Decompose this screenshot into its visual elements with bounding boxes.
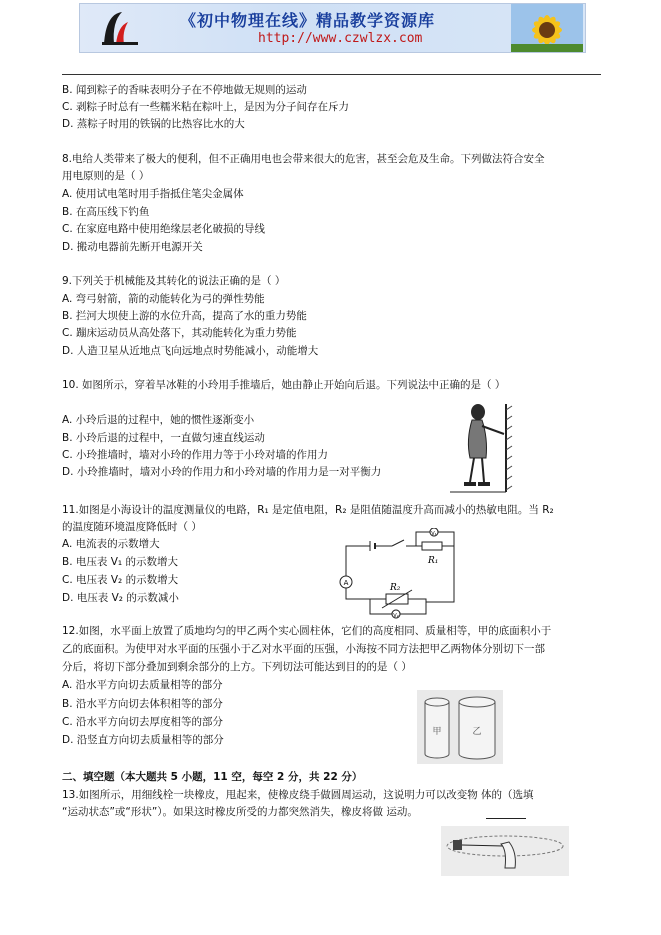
q11-option-b: B. 电压表 V₁ 的示数增大 <box>62 556 178 568</box>
q11-option-a: A. 电流表的示数增大 <box>62 538 160 550</box>
q10-option-b: B. 小玲后退的过程中，一直做匀速直线运动 <box>62 432 265 444</box>
q8-stem: 8.电给人类带来了极大的便利，但不正确用电也会带来很大的危害，甚至会危及生命。下列做法符合安全 <box>62 153 545 165</box>
cylinders-figure <box>417 690 503 764</box>
q10-option-a: A. 小玲后退的过程中，她的惯性逐渐变小 <box>62 414 255 426</box>
resistor-r1-label: R₁ <box>428 556 439 566</box>
q10-option-c: C. 小玲推墙时，墙对小玲的作用力等于小玲对墙的作用力 <box>62 449 329 461</box>
header-divider <box>62 74 601 75</box>
q8-option-c: C. 在家庭电路中使用绝缘层老化破损的导线 <box>62 223 266 235</box>
q9-option-c: C. 蹦床运动员从高处落下，其动能转化为重力势能 <box>62 327 297 339</box>
q12-option-b: B. 沿水平方向切去体积相等的部分 <box>62 698 223 710</box>
q7-option-d: D. 蒸粽子时用的铁锅的比热容比水的大 <box>62 118 245 130</box>
q9-option-d: D. 人造卫星从近地点飞向远地点时势能减小，动能增大 <box>62 345 319 357</box>
resistor-r2-label: R₂ <box>390 583 401 593</box>
q11-stem: 11.如图是小海设计的温度测量仪的电路，R₁ 是定值电阻，R₂ 是阻值随温度升高而减小的热敏电阻。当 R₂ <box>62 504 554 516</box>
cylinder-jia-label: 甲 <box>432 727 442 737</box>
q13-stem: 13.如图所示，用细线栓一块橡皮，甩起来，使橡皮绕手做圆周运动，这说明力可以改变物 体的（选填 <box>62 789 534 801</box>
q12-stem: 12.如图，水平面上放置了质地均匀的甲乙两个实心圆柱体，它们的高度相同、质量相等，甲的底面积小于 <box>62 625 552 637</box>
q9-option-b: B. 拦河大坝使上游的水位升高，提高了水的重力势能 <box>62 310 307 322</box>
sunflower-icon <box>511 4 583 52</box>
q9-option-a: A. 弯弓射箭，箭的动能转化为弓的弹性势能 <box>62 293 265 305</box>
rubber-circular-motion-figure <box>441 826 569 876</box>
cylinder-yi-label: 乙 <box>472 727 482 737</box>
q10-option-d: D. 小玲推墙时，墙对小玲的作用力和小玲对墙的作用力是一对平衡力 <box>62 466 382 478</box>
banner-url[interactable]: http://www.czwlzx.com <box>258 31 423 46</box>
header-banner <box>79 3 586 53</box>
voltmeter-v2-label: V₂ <box>393 613 399 619</box>
q11-option-d: D. 电压表 V₂ 的示数减小 <box>62 592 179 604</box>
q8-stem-cont: 用电原则的是（ ） <box>62 170 150 182</box>
ammeter-label: A <box>343 579 349 587</box>
temperature-circuit-diagram <box>330 528 465 620</box>
q12-option-d: D. 沿竖直方向切去质量相等的部分 <box>62 734 224 746</box>
site-logo-icon <box>98 8 142 48</box>
q8-option-d: D. 搬动电器前先断开电源开关 <box>62 241 203 253</box>
voltmeter-v1-label: V₁ <box>431 531 437 537</box>
q11-stem-cont: 的温度随环境温度降低时（ ） <box>62 521 202 533</box>
q7-option-c: C. 剥粽子时总有一些糯米粘在粽叶上，是因为分子间存在斥力 <box>62 101 350 113</box>
q13-answer-blank[interactable] <box>486 818 526 819</box>
q8-option-a: A. 使用试电笔时用手指抵住笔尖金属体 <box>62 188 244 200</box>
q12-option-c: C. 沿水平方向切去厚度相等的部分 <box>62 716 224 728</box>
q12-stem-cont1: 乙的底面积。为使甲对水平面的压强小于乙对水平面的压强，小海按不同方法把甲乙两物体分别切下一部 <box>62 643 545 655</box>
q11-option-c: C. 电压表 V₂ 的示数增大 <box>62 574 179 586</box>
section-fill-blank-heading: 二、填空题（本大题共 5 小题，11 空，每空 2 分，共 22 分） <box>62 771 363 783</box>
q13-stem-cont: “运动状态”或“形状”）。如果这时橡皮所受的力都突然消失，橡皮将做 运动。 <box>62 806 418 818</box>
q9-stem: 9.下列关于机械能及其转化的说法正确的是（ ） <box>62 275 286 287</box>
q8-option-b: B. 在高压线下钓鱼 <box>62 206 150 218</box>
q7-option-b: B. 闻到粽子的香味表明分子在不停地做无规则的运动 <box>62 84 307 96</box>
banner-title: 《初中物理在线》精品教学资源库 <box>180 11 436 30</box>
girl-pushing-wall-figure <box>440 400 520 496</box>
q12-option-a: A. 沿水平方向切去质量相等的部分 <box>62 679 223 691</box>
q12-stem-cont2: 分后，将切下部分叠加到剩余部分的上方。下列切法可能达到目的的是（ ） <box>62 661 412 673</box>
q10-stem: 10. 如图所示，穿着旱冰鞋的小玲用手推墙后，她由静止开始向后退。下列说法中正确的是（ ） <box>62 379 506 391</box>
